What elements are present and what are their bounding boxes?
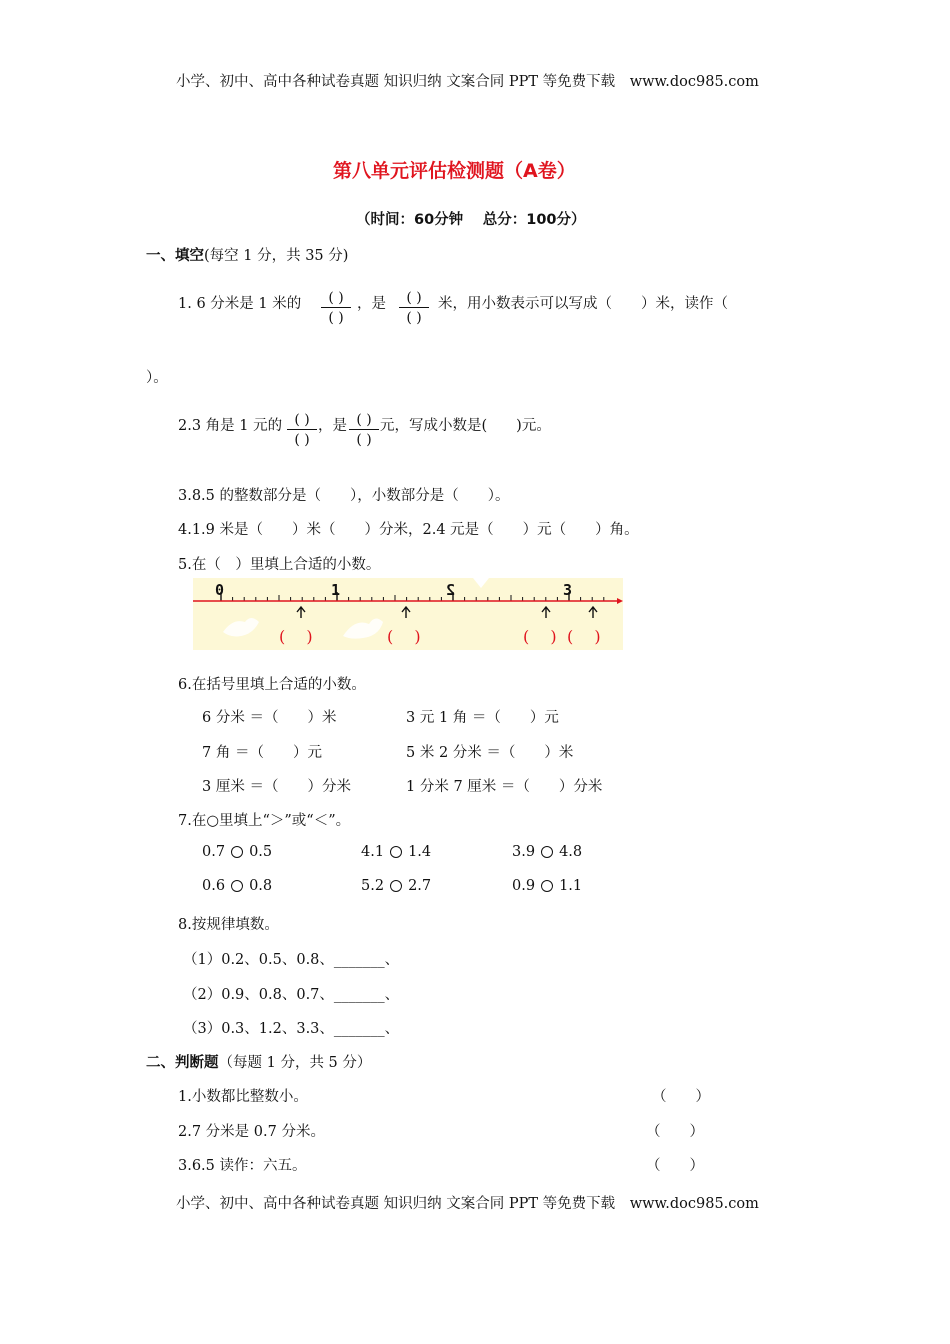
question-2-part-b: ，是 [318,418,347,434]
fraction-blank-3[interactable] [287,411,317,448]
question-6: 6.在括号里填上合适的小数。 [178,677,366,693]
section-note: (每空 1 分，共 35 分) [204,248,349,264]
question-2-part-c: 元，写成小数是( )元。 [380,418,551,434]
conversion-item: 6 分米 ＝（ ）米 [202,710,337,726]
judge-item-1: 1.小数都比整数小。 [178,1089,308,1105]
compare-left: 4.1 [361,844,385,860]
question-8: 8.按规律填数。 [178,917,279,933]
page-header [176,70,759,91]
fraction-denominator: ( ) [328,310,344,326]
fraction-numerator: ( ) [349,411,379,430]
question-1-part-c: 米，用小数表示可以写成（ ）米，读作（ [438,296,728,312]
fraction-blank-1[interactable] [321,289,351,326]
compare-item [202,844,272,860]
compare-right: 1.4 [408,844,432,860]
footer-url[interactable]: www.doc985.com [629,1196,759,1212]
question-1-part-d: ）。 [146,370,168,386]
compare-circle-icon[interactable] [231,880,243,892]
compare-item [361,878,431,894]
compare-left: 0.6 [202,878,226,894]
fraction-denominator: ( ) [406,310,422,326]
conversion-item: 3 元 1 角 ＝（ ）元 [406,710,559,726]
compare-item [361,844,431,860]
header-text: 小学、初中、高中各种试卷真题 知识归纳 文案合同 PPT 等免费下载 [176,74,616,90]
compare-right: 1.1 [559,878,583,894]
sequence-item: （3）0.3、1.2、3.3、_______、 [183,1021,400,1037]
sequence-item: （2）0.9、0.8、0.7、_______、 [183,987,400,1003]
ruler-blank-1[interactable]: ( ) [279,627,313,646]
header-url[interactable]: www.doc985.com [629,74,759,90]
compare-right: 2.7 [408,878,432,894]
conversion-item: 5 米 2 分米 ＝（ ）米 [406,745,574,761]
question-7: 7.在○里填上“＞”或“＜”。 [178,813,351,829]
compare-circle-icon[interactable] [231,846,243,858]
section-heading-judge [146,1051,371,1072]
sequence-item: （1）0.2、0.5、0.8、_______、 [183,952,400,968]
page-title: 第八单元评估检测题（A卷） [333,160,576,182]
number-line-figure [193,578,623,650]
compare-item [512,844,582,860]
fraction-numerator: ( ) [399,289,429,308]
question-1-part-b: ，是 [357,296,386,312]
question-3: 3.8.5 的整数部分是（ ），小数部分是（ ）。 [178,488,510,504]
compare-left: 0.7 [202,844,226,860]
section-label: 二、判断题 [146,1055,219,1071]
conversion-item: 1 分米 7 厘米 ＝（ ）分米 [406,779,603,795]
conversion-item: 3 厘米 ＝（ ）分米 [202,779,351,795]
judge-blank-3[interactable]: （ ） [646,1158,704,1174]
judge-blank-1[interactable]: （ ） [652,1089,710,1105]
compare-circle-icon[interactable] [390,846,402,858]
fraction-denominator: ( ) [294,432,310,448]
question-4: 4.1.9 米是（ ）米（ ）分米，2.4 元是（ ）元（ ）角。 [178,522,639,538]
ruler-blank-2[interactable]: ( ) [387,627,421,646]
compare-right: 0.8 [249,878,273,894]
fraction-numerator: ( ) [321,289,351,308]
ruler-blank-4[interactable]: ( ) [567,627,601,646]
ruler-label-3: 3 [563,581,573,599]
ruler-label-2: 2 [445,581,455,599]
conversion-item: 7 角 ＝（ ）元 [202,745,322,761]
judge-item-2: 2.7 分米是 0.7 分米。 [178,1124,325,1140]
compare-left: 0.9 [512,878,536,894]
compare-circle-icon[interactable] [541,846,553,858]
question-2-part-a: 2.3 角是 1 元的 [178,418,283,434]
compare-left: 3.9 [512,844,536,860]
question-5: 5.在（ ）里填上合适的小数。 [178,557,381,573]
ruler-label-1: 1 [331,581,341,599]
compare-item [512,878,582,894]
question-1-part-a: 1. 6 分米是 1 米的 [178,296,302,312]
section-note: （每题 1 分，共 5 分） [218,1055,372,1071]
section-label: 一、填空 [146,248,204,264]
fraction-numerator: ( ) [287,411,317,430]
compare-right: 4.8 [559,844,583,860]
compare-right: 0.5 [249,844,273,860]
section-heading-fill [146,244,348,265]
page-footer [176,1192,759,1213]
compare-item [202,878,272,894]
page-subtitle: （时间：60分钟 总分：100分） [356,212,586,228]
judge-blank-2[interactable]: （ ） [646,1124,704,1140]
ruler-blank-3[interactable]: ( ) [523,627,557,646]
compare-circle-icon[interactable] [390,880,402,892]
ruler-label-0: 0 [215,581,225,599]
fraction-denominator: ( ) [356,432,372,448]
footer-text: 小学、初中、高中各种试卷真题 知识归纳 文案合同 PPT 等免费下载 [176,1196,616,1212]
fraction-blank-2[interactable] [399,289,429,326]
compare-circle-icon[interactable] [541,880,553,892]
judge-item-3: 3.6.5 读作：六五。 [178,1158,307,1174]
compare-left: 5.2 [361,878,385,894]
fraction-blank-4[interactable] [349,411,379,448]
